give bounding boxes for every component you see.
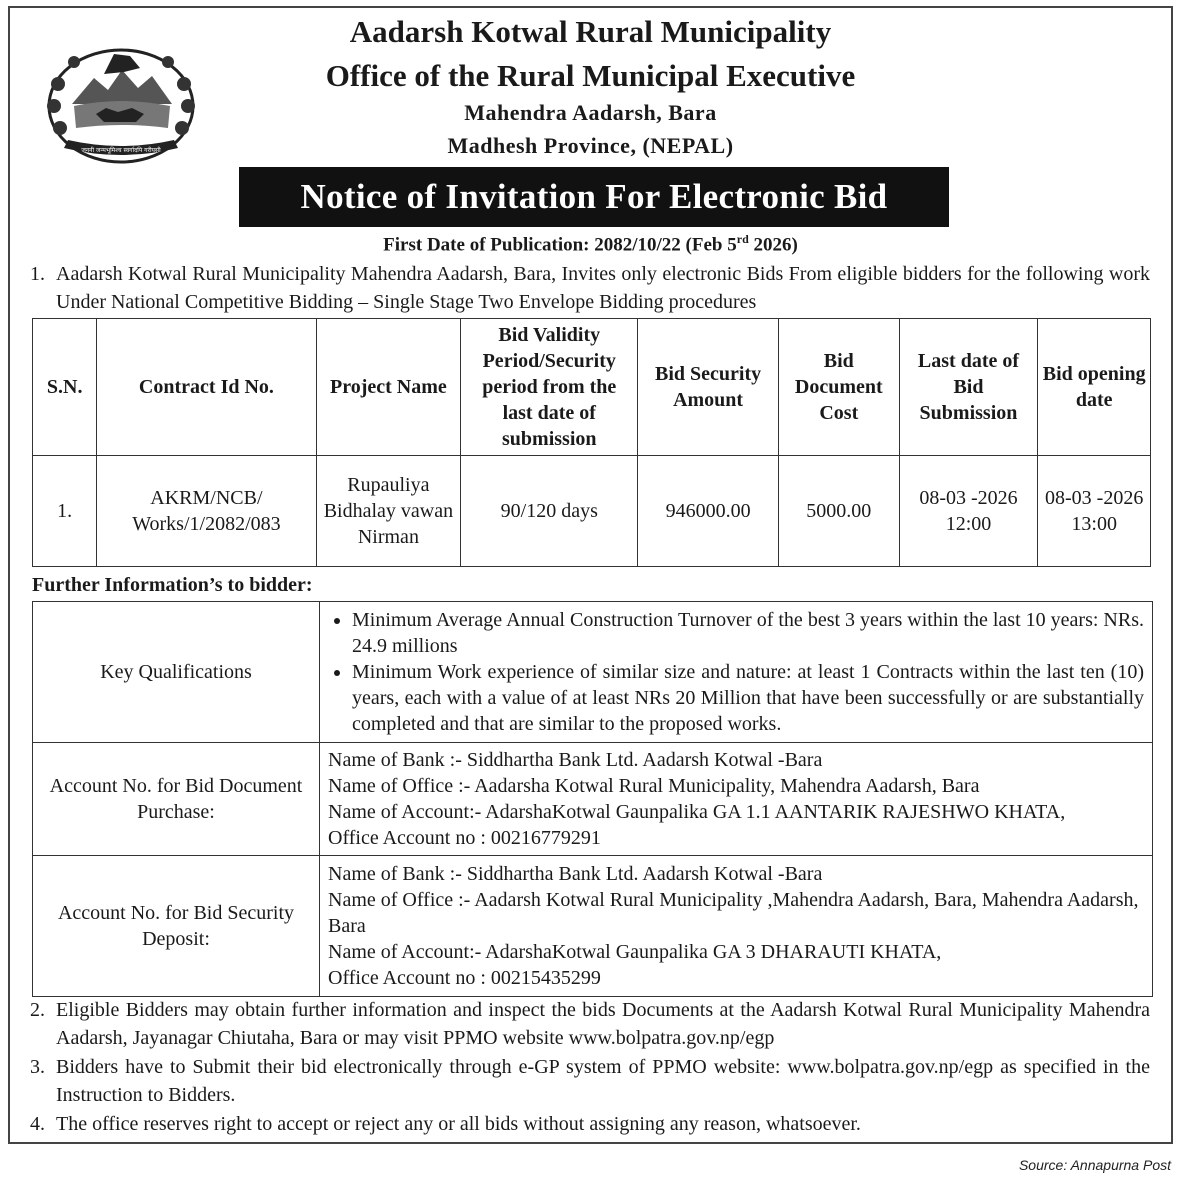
bank-name-line: Name of Bank :- Siddhartha Bank Ltd. Aadarsh Kotwal -Bara — [328, 863, 823, 885]
municipality-name: Aadarsh Kotwal Rural Municipality — [349, 14, 832, 49]
cell-document-cost: 5000.00 — [778, 456, 899, 567]
clause-4 — [30, 1110, 1150, 1138]
table-row — [33, 456, 1151, 567]
cell-bid-security: 946000.00 — [638, 456, 779, 567]
clause-2 — [30, 996, 1150, 1052]
cell-project-name: Rupauliya Bidhalay vawan Nirman — [316, 456, 461, 567]
deposit-account-label: Account No. for Bid Security Deposit: — [33, 856, 320, 997]
office-name-line: Name of Office :- Aadarsh Kotwal Rural Municipality ,Mahendra Aadarsh, Bara, Mahendra Aadarsh, Bara — [328, 889, 1139, 937]
clause-number: 1. — [30, 263, 45, 285]
table-row — [33, 743, 1153, 856]
clause-text: The office reserves right to accept or reject any or all bids without assigning any reason, whatsoever. — [56, 1113, 861, 1135]
cell-last-date: 08-03 -2026 12:00 — [899, 456, 1038, 567]
header-bid-security: Bid Security Amount — [638, 319, 779, 456]
cell-sn: 1. — [33, 456, 97, 567]
bid-table — [32, 318, 1151, 567]
header-sn: S.N. — [33, 319, 97, 456]
publication-date: First Date of Publication: 2082/10/22 (Feb 5rd 2026) — [383, 232, 798, 256]
list-item: • Minimum Work experience of similar size and nature: at least 1 Contracts within the last ten (10) years, each with a value of at least NRs 20 Million that have been successfully or are substantially completed and that are similar to the proposed works. — [352, 659, 1144, 737]
table-row — [33, 602, 1153, 743]
bid-table-header — [33, 319, 1151, 456]
bank-name-line: Name of Bank :- Siddhartha Bank Ltd. Aadarsh Kotwal -Bara — [328, 749, 823, 771]
source-credit: Source: Annapurna Post — [1018, 1157, 1171, 1173]
cell-contract-id: AKRM/NCB/ Works/1/2082/083 — [97, 456, 316, 567]
header-project-name: Project Name — [316, 319, 461, 456]
header-contract-id: Contract Id No. — [97, 319, 316, 456]
office-name-line: Name of Office :- Aadarsha Kotwal Rural Municipality, Mahendra Aadarsh, Bara — [328, 775, 980, 797]
list-item: • Minimum Average Annual Construction Turnover of the best 3 years within the last 10 years: NRs. 24.9 millions — [352, 607, 1144, 659]
further-info-heading: Further Information’s to bidder: — [32, 574, 313, 596]
account-name-line: Name of Account:- AdarshaKotwal Gaunpalika GA 1.1 AANTARIK RAJESHWO KHATA, — [328, 801, 1066, 823]
cell-bid-validity: 90/120 days — [461, 456, 638, 567]
clause-3 — [30, 1053, 1150, 1109]
header-opening-date: Bid opening date — [1038, 319, 1151, 456]
deposit-account-value — [320, 856, 1153, 997]
emblem-motto: जननी जन्मभूमिश्च स्वर्गादपि गरीयसी — [81, 147, 161, 154]
account-number-line: Office Account no : 00216779291 — [328, 827, 601, 849]
table-row — [33, 856, 1153, 997]
clause-number: 2. — [30, 999, 45, 1021]
office-province: Madhesh Province, (NEPAL) — [447, 133, 734, 158]
account-name-line: Name of Account:- AdarshaKotwal Gaunpalika GA 3 DHARAUTI KHATA, — [328, 941, 942, 963]
account-number-line: Office Account no : 00215435299 — [328, 967, 601, 989]
clause-text: Bidders have to Submit their bid electronically through e-GP system of PPMO website: www.bolpatra.gov.np/egp as specified in the Instruction to Bidders. — [56, 1056, 1150, 1106]
notice-title: Notice of Invitation For Electronic Bid — [239, 167, 949, 227]
office-name: Office of the Rural Municipal Executive — [325, 58, 856, 93]
header-last-date: Last date of Bid Submission — [899, 319, 1038, 456]
clause-number: 4. — [30, 1113, 45, 1135]
clause-text: Eligible Bidders may obtain further information and inspect the bids Documents at the Aadarsh Kotwal Rural Municipality Mahendra Aadarsh, Jayanagar Chiutaha, Bara or may visit PPMO website www.bolpatra.gov.np/egp — [56, 999, 1150, 1049]
key-qualifications-label: Key Qualifications — [33, 602, 320, 743]
cell-opening-date: 08-03 -2026 13:00 — [1038, 456, 1151, 567]
further-info-table — [32, 601, 1153, 997]
purchase-account-label: Account No. for Bid Document Purchase: — [33, 743, 320, 856]
clause-1 — [30, 260, 1150, 316]
clause-text: Aadarsh Kotwal Rural Municipality Mahendra Aadarsh, Bara, Invites only electronic Bids From eligible bidders for the following work Under National Competitive Bidding – Single Stage Two Envelope Bidding procedures — [56, 263, 1150, 313]
header-bid-validity: Bid Validity Period/Security period from the last date of submission — [461, 319, 638, 456]
clause-number: 3. — [30, 1056, 45, 1078]
purchase-account-value — [320, 743, 1153, 856]
office-location: Mahendra Aadarsh, Bara — [464, 100, 717, 125]
header-document-cost: Bid Document Cost — [778, 319, 899, 456]
key-qualifications-value — [320, 602, 1153, 743]
